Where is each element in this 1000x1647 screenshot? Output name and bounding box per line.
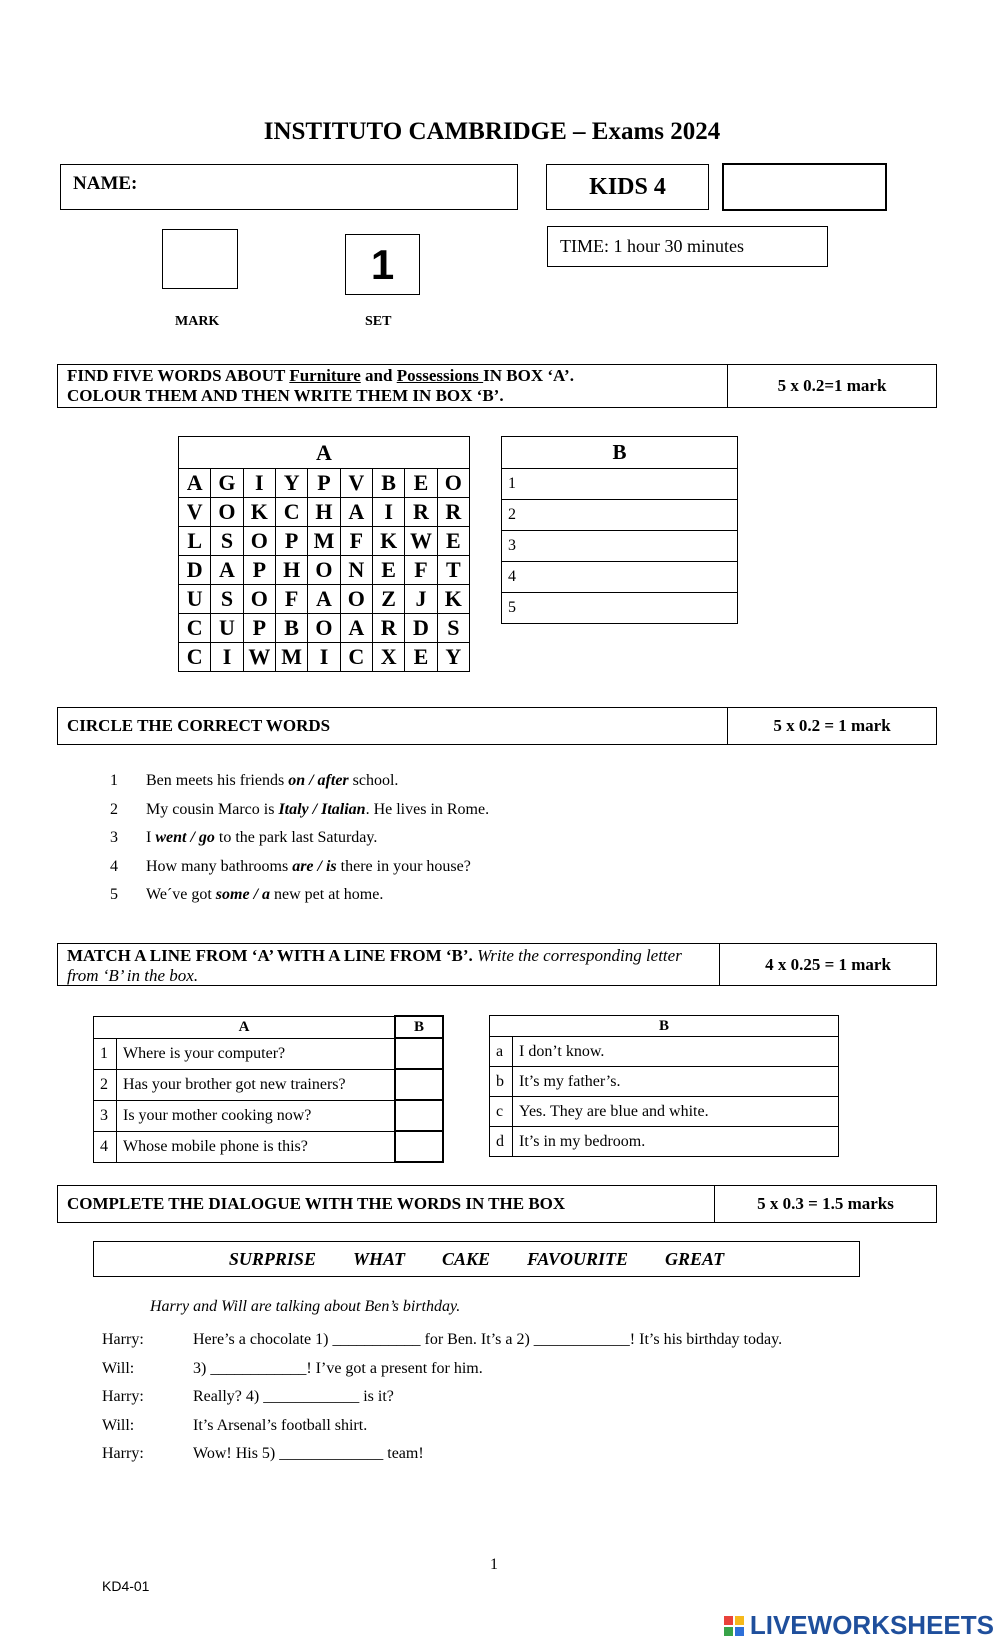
speaker: Harry:: [102, 1445, 144, 1462]
page-title: INSTITUTO CAMBRIDGE – Exams 2024: [263, 118, 721, 145]
word-box: [93, 1241, 860, 1277]
answer-number: 3: [502, 531, 738, 562]
match-b-text: Yes. They are blue and white.: [513, 1097, 839, 1127]
grid-row: [179, 643, 470, 672]
grid-cell[interactable]: C: [340, 643, 372, 672]
word-options[interactable]: are / is: [292, 857, 337, 875]
dialogue-text[interactable]: Wow! His 5) _____________ team!: [193, 1445, 424, 1462]
word-box-word: FAVOURITE: [527, 1248, 629, 1269]
section1-marks: 5 x 0.2=1 mark: [777, 376, 887, 395]
answer-row[interactable]: [502, 562, 738, 593]
item-number: 2: [110, 800, 118, 818]
section3-marks: 4 x 0.25 = 1 mark: [765, 954, 891, 974]
grid-cell[interactable]: O: [243, 527, 275, 556]
word-search-grid: [178, 436, 470, 672]
grid-cell[interactable]: W: [405, 527, 437, 556]
logo-text: LIVEWORKSHEETS: [749, 1610, 994, 1640]
grid-cell[interactable]: C: [179, 643, 211, 672]
grid-cell[interactable]: H: [275, 556, 307, 585]
grid-row: [179, 556, 470, 585]
grid-row: [179, 527, 470, 556]
mark-label: MARK: [175, 314, 220, 329]
match-b-text: I don’t know.: [513, 1037, 839, 1067]
grid-cell[interactable]: O: [243, 585, 275, 614]
section2-instruction: CIRCLE THE CORRECT WORDS: [58, 708, 728, 744]
circle-item: [110, 829, 489, 858]
grid-cell[interactable]: J: [405, 585, 437, 614]
grid-cell[interactable]: S: [211, 527, 243, 556]
sentence-end: there in your house?: [336, 857, 471, 875]
page-code: KD4-01: [102, 1578, 150, 1594]
grid-row: [179, 614, 470, 643]
mark-box[interactable]: [162, 229, 238, 289]
answer-row[interactable]: [502, 593, 738, 624]
dialogue-text[interactable]: It’s Arsenal’s football shirt.: [193, 1416, 368, 1434]
sentence-end: new pet at home.: [270, 886, 384, 904]
grid-cell[interactable]: K: [243, 498, 275, 527]
grid-cell[interactable]: D: [405, 614, 437, 643]
grid-cell[interactable]: A: [340, 614, 372, 643]
circle-item: [110, 772, 489, 801]
grid-cell[interactable]: M: [275, 643, 307, 672]
match-b-letter: d: [490, 1127, 513, 1157]
match-b-text: It’s my father’s.: [513, 1067, 839, 1097]
circle-words-list: [110, 772, 489, 915]
grid-cell[interactable]: E: [437, 527, 469, 556]
set-box: [345, 234, 420, 295]
match-a-text: Where is your computer?: [117, 1038, 396, 1069]
grid-cell[interactable]: C: [179, 614, 211, 643]
grid-row: [179, 585, 470, 614]
section4-instruction: COMPLETE THE DIALOGUE WITH THE WORDS IN THE BOX: [58, 1186, 715, 1222]
grid-row: [179, 498, 470, 527]
grade-box[interactable]: [722, 163, 887, 211]
speaker: Harry:: [102, 1388, 144, 1405]
dialogue-text[interactable]: Really? 4) ____________ is it?: [193, 1388, 394, 1405]
grid-cell[interactable]: P: [308, 469, 340, 498]
match-answer-box[interactable]: [395, 1038, 443, 1069]
item-number: 3: [110, 829, 118, 847]
item-number: 1: [110, 772, 118, 789]
match-a-row: [94, 1131, 444, 1162]
speaker: Will:: [102, 1359, 135, 1377]
match-b-letter: b: [490, 1067, 513, 1097]
grid-header: A: [179, 437, 470, 469]
grid-cell[interactable]: M: [308, 527, 340, 556]
sentence-end: . He lives in Rome.: [365, 800, 490, 818]
item-sentence: [146, 886, 383, 915]
circle-item: [110, 858, 489, 887]
grid-cell[interactable]: E: [405, 469, 437, 498]
dialogue-line: [102, 1388, 782, 1417]
match-a-number: 4: [94, 1131, 117, 1162]
grid-cell[interactable]: B: [275, 614, 307, 643]
word-options[interactable]: some / a: [215, 886, 271, 904]
item-sentence: [146, 829, 377, 858]
answer-box-b: [501, 436, 738, 624]
speaker: Harry:: [102, 1331, 144, 1348]
match-answer-box[interactable]: [395, 1069, 443, 1100]
answer-row[interactable]: [502, 531, 738, 562]
match-b-letter: c: [490, 1097, 513, 1127]
page-number: 1: [490, 1556, 498, 1573]
sentence-start: How many bathrooms: [146, 857, 293, 875]
dialogue-line: [102, 1331, 782, 1360]
grid-cell[interactable]: H: [308, 498, 340, 527]
match-a-header: A: [94, 1016, 396, 1038]
sentence-start: Ben meets his friends: [146, 772, 289, 789]
grid-cell[interactable]: U: [179, 585, 211, 614]
grid-cell[interactable]: V: [340, 469, 372, 498]
grid-cell[interactable]: O: [308, 556, 340, 585]
circle-item: [110, 886, 489, 915]
answer-number: 1: [502, 469, 738, 500]
grid-cell[interactable]: P: [243, 614, 275, 643]
word-options[interactable]: on / after: [288, 772, 349, 789]
word-box-word: CAKE: [441, 1248, 490, 1269]
grid-cell[interactable]: X: [372, 643, 404, 672]
grid-cell[interactable]: Y: [437, 643, 469, 672]
match-answer-box[interactable]: [395, 1100, 443, 1131]
sentence-start: We´ve got: [146, 886, 216, 904]
grid-cell[interactable]: P: [275, 527, 307, 556]
grid-cell[interactable]: E: [372, 556, 404, 585]
answer-row[interactable]: [502, 469, 738, 500]
match-a-text: Is your mother cooking now?: [117, 1100, 396, 1131]
sentence-end: school.: [348, 772, 399, 789]
match-a-number: 3: [94, 1100, 117, 1131]
item-sentence: [146, 801, 489, 830]
match-b-header: B: [490, 1016, 839, 1037]
grid-cell[interactable]: Y: [275, 469, 307, 498]
level-label: KIDS 4: [589, 173, 666, 200]
dialogue-line: [102, 1360, 782, 1389]
answer-number: 5: [502, 593, 738, 624]
dialogue-line: [102, 1417, 782, 1446]
grid-cell[interactable]: K: [372, 527, 404, 556]
sentence-end: to the park last Saturday.: [214, 829, 378, 847]
match-table-a: [93, 1015, 444, 1163]
grid-cell[interactable]: B: [372, 469, 404, 498]
name-label: NAME:: [73, 173, 138, 194]
word-options[interactable]: Italy / Italian: [278, 800, 366, 818]
grid-cell[interactable]: I: [243, 469, 275, 498]
time-box: [547, 226, 828, 267]
word-box-word: SURPRISE: [228, 1248, 316, 1269]
time-label: TIME: 1 hour 30 minutes: [560, 236, 744, 256]
section2-header: [57, 707, 937, 745]
grid-cell[interactable]: F: [340, 527, 372, 556]
circle-item: [110, 801, 489, 830]
match-b-row: [490, 1037, 839, 1067]
grid-cell[interactable]: P: [243, 556, 275, 585]
match-a-row: [94, 1038, 444, 1069]
section1-instruction-1: FIND FIVE WORDS ABOUT Furniture and Possessions IN BOX ‘A’.: [67, 366, 574, 385]
grid-cell[interactable]: I: [308, 643, 340, 672]
dialogue-text[interactable]: Here’s a chocolate 1) ___________ for Ben. It’s a 2) ____________! It’s his birthday today.: [193, 1331, 783, 1348]
dialogue-text[interactable]: 3) ____________! I’ve got a present for him.: [193, 1359, 483, 1377]
dialogue-intro: Harry and Will are talking about Ben’s birthday.: [150, 1298, 461, 1315]
match-a-row: [94, 1100, 444, 1131]
grid-cell[interactable]: T: [437, 556, 469, 585]
answer-row[interactable]: [502, 500, 738, 531]
liveworksheets-logo[interactable]: [724, 1610, 994, 1641]
grid-cell[interactable]: G: [211, 469, 243, 498]
grid-cell[interactable]: O: [211, 498, 243, 527]
answer-number: 2: [502, 500, 738, 531]
match-b-text: It’s in my bedroom.: [513, 1127, 839, 1157]
match-b-row: [490, 1097, 839, 1127]
grid-cell[interactable]: I: [372, 498, 404, 527]
grid-cell[interactable]: I: [211, 643, 243, 672]
grid-cell[interactable]: O: [340, 585, 372, 614]
set-value: 1: [370, 240, 395, 288]
section4-marks: 5 x 0.3 = 1.5 marks: [757, 1194, 894, 1213]
set-label: SET: [365, 314, 392, 329]
logo-blocks-icon: [724, 1616, 744, 1636]
item-sentence: [146, 772, 398, 801]
item-number: 4: [110, 857, 118, 875]
grid-row: [179, 469, 470, 498]
answer-header: B: [502, 437, 738, 469]
match-answer-box[interactable]: [395, 1131, 443, 1162]
answer-number: 4: [502, 562, 738, 593]
word-box-word: GREAT: [665, 1248, 725, 1269]
grid-cell[interactable]: R: [372, 614, 404, 643]
grid-cell[interactable]: F: [405, 556, 437, 585]
match-b-row: [490, 1127, 839, 1157]
grid-cell[interactable]: S: [437, 614, 469, 643]
grid-cell[interactable]: U: [211, 614, 243, 643]
grid-cell[interactable]: A: [340, 498, 372, 527]
grid-cell[interactable]: R: [437, 498, 469, 527]
name-box: [60, 164, 518, 210]
grid-cell[interactable]: O: [437, 469, 469, 498]
level-box: [546, 164, 709, 210]
grid-cell[interactable]: L: [179, 527, 211, 556]
grid-cell[interactable]: F: [275, 585, 307, 614]
grid-cell[interactable]: A: [211, 556, 243, 585]
speaker: Will:: [102, 1416, 135, 1434]
section1-header: [57, 364, 937, 408]
word-options[interactable]: went / go: [155, 829, 215, 847]
match-a-number: 2: [94, 1069, 117, 1100]
grid-cell[interactable]: C: [275, 498, 307, 527]
grid-cell[interactable]: S: [211, 585, 243, 614]
match-a-number: 1: [94, 1038, 117, 1069]
grid-cell[interactable]: W: [243, 643, 275, 672]
sentence-start: I: [146, 829, 156, 847]
grid-cell[interactable]: N: [340, 556, 372, 585]
sentence-start: My cousin Marco is: [146, 800, 279, 818]
grid-cell[interactable]: E: [405, 643, 437, 672]
match-a-text: Whose mobile phone is this?: [117, 1131, 396, 1162]
section3-instruction-italic: Write the corresponding letter from ‘B’ in the box.: [67, 946, 682, 985]
section3-header: [57, 943, 937, 986]
grid-cell[interactable]: A: [179, 469, 211, 498]
grid-cell[interactable]: O: [308, 614, 340, 643]
section2-marks: 5 x 0.2 = 1 mark: [773, 716, 891, 735]
section3-instruction: MATCH A LINE FROM ‘A’ WITH A LINE FROM ‘B’.: [67, 946, 473, 965]
grid-cell[interactable]: K: [437, 585, 469, 614]
grid-cell[interactable]: R: [405, 498, 437, 527]
match-a-row: [94, 1069, 444, 1100]
grid-cell[interactable]: V: [179, 498, 211, 527]
item-sentence: [146, 858, 471, 887]
dialogue: [102, 1331, 782, 1474]
grid-cell[interactable]: D: [179, 556, 211, 585]
match-b-box-header: B: [395, 1016, 443, 1038]
match-b-letter: a: [490, 1037, 513, 1067]
grid-cell[interactable]: Z: [372, 585, 404, 614]
match-b-row: [490, 1067, 839, 1097]
word-box-word: WHAT: [352, 1248, 405, 1269]
grid-cell[interactable]: A: [308, 585, 340, 614]
dialogue-line: [102, 1445, 782, 1474]
section1-instruction-2: COLOUR THEM AND THEN WRITE THEM IN BOX ‘B’.: [67, 386, 504, 405]
match-a-text: Has your brother got new trainers?: [117, 1069, 396, 1100]
section4-header: [57, 1185, 937, 1223]
item-number: 5: [110, 886, 118, 904]
match-table-b: [489, 1015, 839, 1157]
